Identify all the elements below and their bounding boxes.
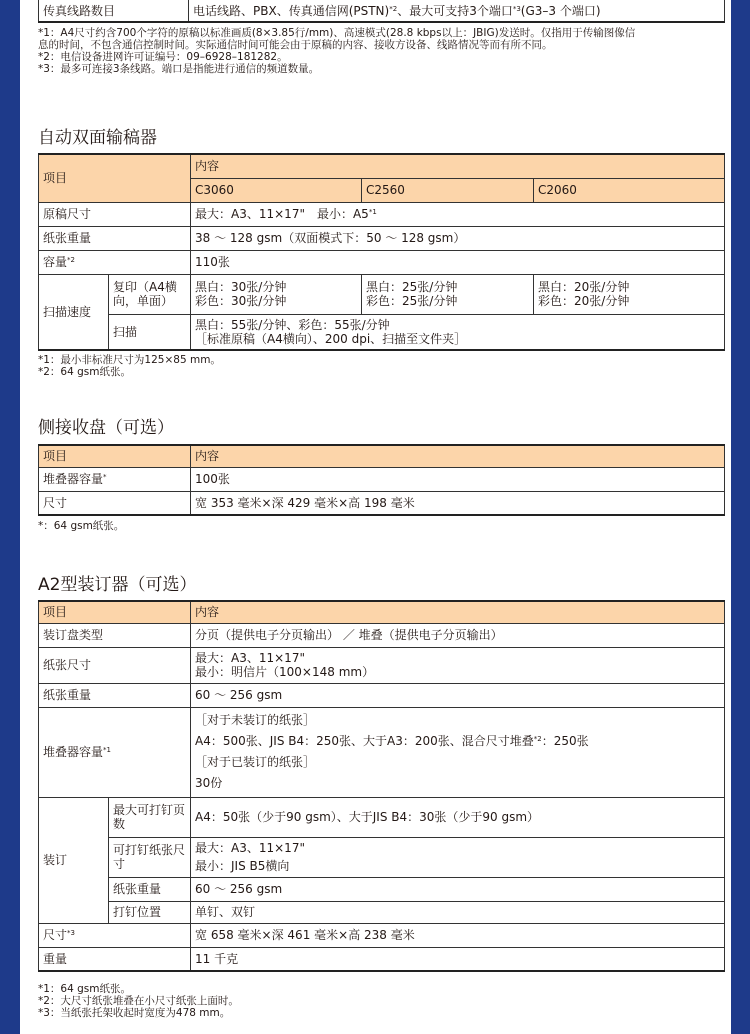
footnote-marker: *3 [512,4,521,13]
label-text: 堆叠器容量 [43,745,104,759]
value-text: ［对于已装订的纸张］ [195,755,316,769]
table-row [39,901,725,923]
value-text: ［标准原稿（A4横向）、200 dpi、扫描至文件夹］ [195,331,467,346]
row-label [39,467,191,491]
row-value: 100张 [191,467,725,491]
footnote-marker: *2 [389,4,398,13]
row-value: 38 ～ 128 gsm（双面模式下：50 ～ 128 gsm） [191,226,725,250]
adf-table [38,153,725,351]
row-label: 纸张重量 [39,226,191,250]
footnote: *1：最小非标准尺寸为125×85 mm。 [38,354,221,366]
row-value: 宽 353 毫米×深 429 毫米×高 198 毫米 [191,491,725,515]
row-value [191,837,725,877]
row-value: 110张 [191,250,725,274]
footnote: *：64 gsm纸张。 [38,520,125,532]
value-text: 、最大可支持3个端口 [397,3,513,18]
table-header-row [39,445,725,467]
footnote: *2：大尺寸纸张堆叠在小尺寸纸张上面时。 [38,995,239,1007]
adf-notes [38,354,725,378]
sub-label: 打钉位置 [109,901,191,923]
footnote: *2：电信设备进网许可证编号：09–6928–181282。 [38,51,288,63]
row-label: 传真线路数目 [39,0,189,22]
label-text: 堆叠器容量 [43,472,104,486]
side-tray-table [38,444,725,516]
row-label: 尺寸 [39,491,191,515]
row-value: 宽 658 毫米×深 461 毫米×高 238 毫米 [191,923,725,947]
sub-label: 最大可打钉页数 [109,797,191,837]
copy-label: 复印（A4横向，单面） [109,274,191,314]
speed-bw: 黑白：25张/分钟 [366,280,458,294]
footnote: *3：当纸张托架收起时宽度为478 mm。 [38,1007,231,1019]
row-value: 60 ～ 256 gsm [191,683,725,707]
table-header-row [39,154,725,178]
footnote-marker: *2 [67,256,75,264]
footnote-marker: *1 [103,746,111,754]
row-label [39,250,191,274]
speed-color: 彩色：20张/分钟 [538,294,630,308]
copy-speed-c2060 [534,274,725,314]
finisher-table [38,600,725,972]
value-text: 最小：明信片（100×148 mm） [195,665,375,679]
value-text: ：250张 [541,734,589,748]
table-row [39,683,725,707]
spec-page [20,0,731,1034]
footnote: *2：64 gsm纸张。 [38,366,131,378]
value-text: 最大：A3、11×17" [195,841,305,855]
row-value: 分页（提供电子分页输出） ／ 堆叠（提供电子分页输出） [191,623,725,647]
scan-speed-value [191,314,725,350]
value-text-line [195,731,720,752]
header-item: 项目 [39,154,191,202]
row-value: 11 千克 [191,947,725,971]
finisher-notes [38,983,725,1019]
footnote-marker: *1 [368,208,377,216]
header-item: 项目 [39,445,191,467]
sub-label: 可打钉纸张尺寸 [109,837,191,877]
table-header-row [39,601,725,623]
row-label: 重量 [39,947,191,971]
value-text: (G3–3 个端口) [520,3,601,18]
footnote: 息的时间，不包含通信控制时间。实际通信时间可能会由于原稿的内容、接收方设备、线路情况等而有所不同。 [38,39,553,51]
table-row [39,923,725,947]
table-row [39,0,725,22]
label-text: 容量 [43,255,68,269]
model-c2560: C2560 [362,178,534,202]
value-text: ［对于未装订的纸张］ [195,713,316,727]
row-value [191,202,725,226]
table-row [39,647,725,683]
table-row [39,250,725,274]
table-row [39,797,725,837]
adf-table-wrap [38,153,725,351]
model-c3060: C3060 [191,178,362,202]
fax-notes [38,27,725,75]
fax-lines-table [38,0,725,23]
speed-bw: 黑白：20张/分钟 [538,280,630,294]
side-tray-notes [38,520,725,532]
value-text: 黑白：55张/分钟、彩色：55张/分钟 [195,317,390,332]
table-row [39,707,725,797]
footnote: *3：最多可连接3条线路。端口是指能进行通信的频道数量。 [38,63,320,75]
finisher-table-wrap [38,600,725,972]
section-title-finisher: A2型装订器（可选） [38,575,197,595]
footnote: *1：64 gsm纸张。 [38,983,131,995]
value-text: 30份 [195,776,223,790]
table-row [39,947,725,971]
row-label [39,707,191,797]
table-row [39,491,725,515]
table-row [39,877,725,901]
value-text: A4：500张、JIS B4：250张、大于A3：200张、混合尺寸堆叠 [195,734,534,748]
table-row [39,467,725,491]
header-item: 项目 [39,601,191,623]
speed-color: 彩色：30张/分钟 [195,294,287,308]
scan-label: 扫描 [109,314,191,350]
row-value: 60 ～ 256 gsm [191,877,725,901]
copy-speed-c3060 [191,274,362,314]
table-row [39,314,725,350]
header-content: 内容 [191,601,725,623]
copy-speed-c2560 [362,274,534,314]
section-title-adf: 自动双面输稿器 [38,128,157,148]
row-label: 纸张重量 [39,683,191,707]
table-row [39,202,725,226]
label-text: 尺寸 [43,928,68,942]
scan-speed-label: 扫描速度 [39,274,109,350]
footnote-marker: *3 [67,929,75,937]
model-c2060: C2060 [534,178,725,202]
side-tray-table-wrap [38,444,725,516]
row-label: 纸张尺寸 [39,647,191,683]
table-row [39,837,725,877]
row-value: 单钉、双钉 [191,901,725,923]
row-value [191,707,725,797]
header-content: 内容 [191,445,725,467]
value-text: 最大：A3、11×17" 最小：A5 [195,207,369,221]
speed-bw: 黑白：30张/分钟 [195,280,287,294]
fax-lines-table-wrap [38,0,725,23]
row-value: A4：50张（少于90 gsm）、大于JIS B4：30张（少于90 gsm） [191,797,725,837]
staple-label: 装订 [39,797,109,923]
header-content: 内容 [191,154,725,178]
row-value [189,0,725,22]
row-label: 装订盘类型 [39,623,191,647]
table-row [39,623,725,647]
value-text: 最大：A3、11×17" [195,651,305,665]
row-value [191,647,725,683]
sub-label: 纸张重量 [109,877,191,901]
section-title-side-tray: 侧接收盘（可选） [38,418,174,438]
table-row [39,274,725,314]
speed-color: 彩色：25张/分钟 [366,294,458,308]
row-label [39,923,191,947]
footnote: *1：A4尺寸约含700个字符的原稿以标准画质(8×3.85行/mm)、高速模式(28.8 kbps以上：JBIG)发送时。仅指用于传输图像信 [38,27,636,39]
footnote-marker: * [103,473,107,481]
row-label: 原稿尺寸 [39,202,191,226]
value-text: 电话线路、PBX、传真通信网(PSTN) [193,3,390,18]
footnote-marker: *2 [533,735,542,743]
table-row [39,226,725,250]
value-text: 最小：JIS B5横向 [195,859,290,873]
